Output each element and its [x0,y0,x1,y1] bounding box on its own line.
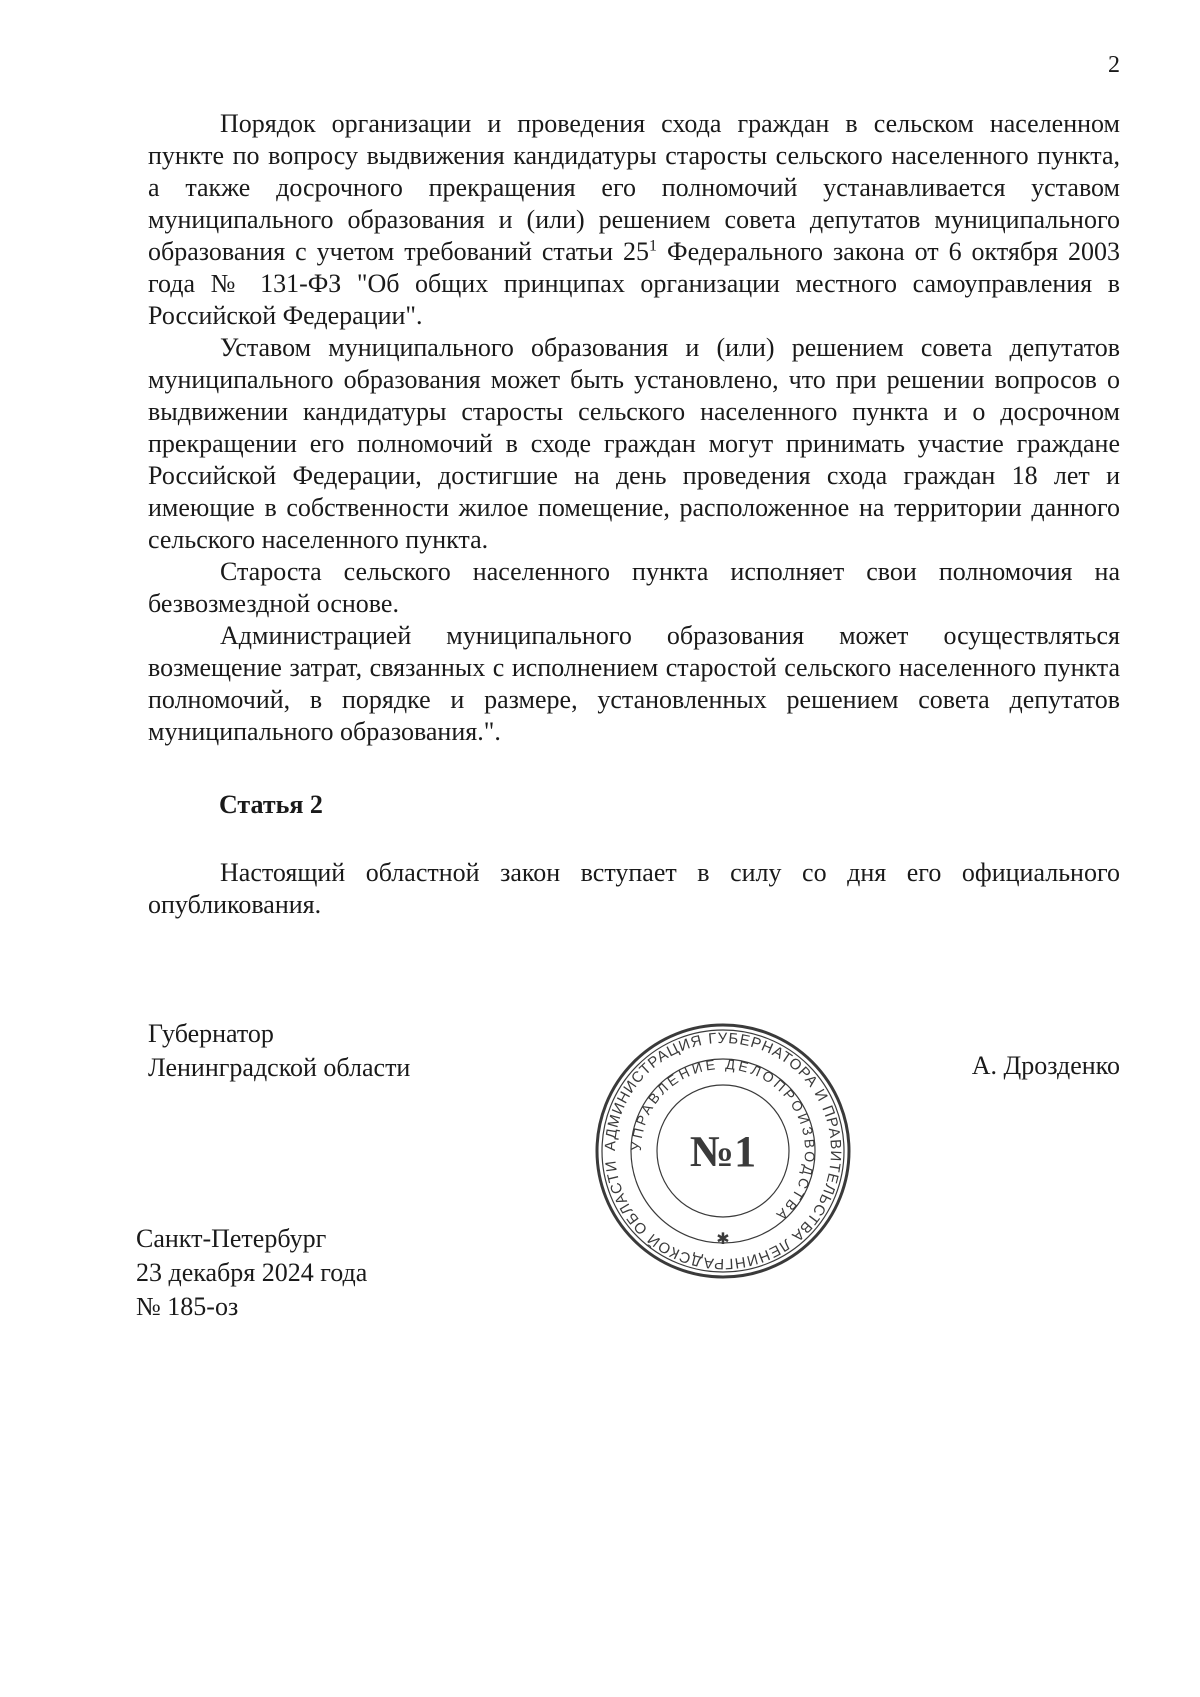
paragraph-1-text-before: Порядок организации и проведения схода граждан в сельском населенном пункте по вопросу выдвижения кандидатуры старосты сельского населенного пункта, а также досрочного прекращения его полномочий устанавливается уставом муниципального образования и (или) решением совета депутатов муниципального образования с учетом требований статьи 25 [148,109,1120,266]
seal-inner-textpath: УПРАВЛЕНИЕ ДЕЛОПРОИЗВОДСТВА [627,1055,819,1226]
article-heading: Статья 2 [219,790,323,819]
paragraph-3: Староста сельского населенного пункта исполняет свои полномочия на безвозмездной основе. [148,557,1120,618]
official-seal [592,1020,854,1282]
seal-star-icon: ✱ [716,1229,730,1248]
place-date-block [136,1222,367,1324]
article-text: Настоящий областной закон вступает в силу со дня его официального опубликования. [148,858,1120,919]
city: Санкт-Петербург [136,1224,327,1253]
seal-graphic [592,1020,854,1282]
paragraph-4: Администрацией муниципального образования может осуществляться возмещение затрат, связанных с исполнением старостой сельского населенного пункта полномочий, в порядке и размере, установленных решением совета депутатов муниципального образования.". [148,621,1120,746]
seal-center-text: №1 [689,1127,757,1176]
paragraph-1 [148,108,1120,332]
signer-name: А. Дрозденко [971,1051,1120,1080]
seal-outer-textpath: АДМИНИСТРАЦИЯ ГУБЕРНАТОРА И ПРАВИТЕЛЬСТВА ЛЕНИНГРАДСКОЙ ОБЛАСТИ [601,1029,845,1273]
article-superscript: 1 [649,237,658,255]
signer-title-line-1: Губернатор [148,1019,274,1048]
body-text [148,108,1120,748]
page-number: 2 [1108,52,1120,78]
paragraph-2: Уставом муниципального образования и (или) решением совета депутатов муниципального образования может быть установлено, что при решении вопросов о выдвижении кандидатуры старосты сельского населенного пункта и о досрочном прекращении его полномочий в сходе граждан могут принимать участие граждане Российской Федерации, достигшие на день проведения схода граждан 18 лет и имеющие в собственности жилое помещение, расположенное на территории данного сельского населенного пункта. [148,333,1120,554]
signer-title-line-2: Ленинградской области [148,1053,411,1082]
signer-title [148,1017,410,1085]
paragraph-1-text-after: Федерального закона от 6 октября 2003 года № 131-ФЗ "Об общих принципах организации местного самоуправления в Российской Федерации". [148,237,1120,330]
law-number: № 185-оз [136,1292,239,1321]
law-date: 23 декабря 2024 года [136,1258,368,1287]
